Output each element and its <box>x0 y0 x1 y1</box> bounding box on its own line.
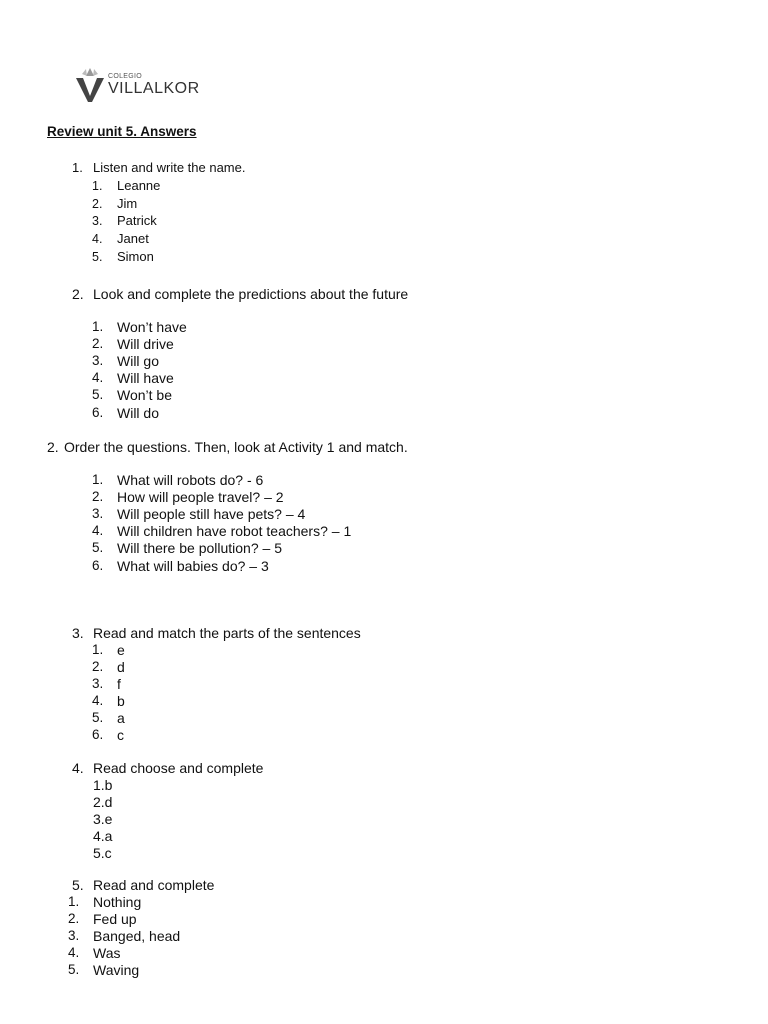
list-item-answer: Patrick <box>117 213 157 229</box>
list-item-number: 3. <box>92 214 103 229</box>
list-item-number: 5. <box>92 249 103 264</box>
list-item-number: 6. <box>92 727 104 742</box>
list-item-answer: Waving <box>93 961 140 978</box>
list-item-number: 4. <box>92 693 104 708</box>
list-item-answer: Fed up <box>93 910 137 927</box>
list-item-number: 2. <box>92 659 104 674</box>
logo-name: VILLALKOR <box>108 80 200 97</box>
list-item-number: 2. <box>68 910 80 926</box>
list-item-number: 1. <box>92 642 104 657</box>
list-item-answer: 2.d <box>93 794 113 810</box>
list-item-answer: Will drive <box>117 336 174 353</box>
page-title: Review unit 5. Answers <box>47 124 197 139</box>
list-item-number: 2. <box>92 489 104 505</box>
list-item-answer: 4.a <box>93 828 113 844</box>
section-heading: Read and complete <box>93 877 215 893</box>
list-item-answer: Jim <box>117 195 138 211</box>
list-item-answer: Will go <box>117 353 160 370</box>
list-item-number: 4. <box>92 523 104 539</box>
list-item-number: 2. <box>92 196 103 211</box>
list-item-answer: Janet <box>117 231 149 247</box>
section-heading: Read and match the parts of the sentences <box>93 625 361 641</box>
list-item-answer: e <box>117 642 125 658</box>
list-item-number: 6. <box>92 557 104 573</box>
section-heading: Read choose and complete <box>93 760 264 776</box>
section-heading: Look and complete the predictions about the future <box>93 286 409 302</box>
list-item-number: 5. <box>68 961 80 977</box>
list-item-answer: Will children have robot teachers? – 1 <box>117 523 352 540</box>
list-item-number: 4. <box>92 370 104 386</box>
list-item-answer: Simon <box>117 248 154 264</box>
list-item-number: 4. <box>92 232 103 247</box>
list-item-number: 5. <box>92 710 104 725</box>
list-item-answer: Won’t have <box>117 319 187 335</box>
list-item-number: 1. <box>92 472 104 487</box>
list-item-answer: Nothing <box>93 894 142 910</box>
list-item-answer: Will do <box>117 404 160 421</box>
list-item-number: 6. <box>92 404 104 420</box>
list-item-answer: c <box>117 727 124 743</box>
logo-small-text: COLEGIO <box>108 73 142 80</box>
list-item-number: 3. <box>92 506 104 522</box>
list-item-answer: Was <box>93 944 121 961</box>
list-item-number: 1. <box>92 319 104 334</box>
section-heading: Order the questions. Then, look at Activity 1 and match. <box>64 439 408 455</box>
list-item-answer: What will robots do? - 6 <box>117 472 264 488</box>
list-item-answer: Will people still have pets? – 4 <box>117 506 306 523</box>
section-number: 3. <box>72 625 84 641</box>
list-item-number: 3. <box>92 676 104 691</box>
list-item-number: 1. <box>92 179 103 193</box>
list-item-number: 3. <box>92 353 104 369</box>
list-item-number: 4. <box>68 944 80 960</box>
list-item-answer: Won’t be <box>117 387 172 404</box>
section-number: 2. <box>72 286 84 302</box>
list-item-answer: Will there be pollution? – 5 <box>117 540 282 557</box>
villalkor-emblem-icon <box>74 66 106 102</box>
list-item-answer: 5.c <box>93 845 112 861</box>
section-number: 2. <box>47 439 59 455</box>
list-item-number: 3. <box>68 927 80 943</box>
section-heading: Listen and write the name. <box>93 160 246 175</box>
list-item-answer: Will have <box>117 370 174 387</box>
section-number: 4. <box>72 760 84 776</box>
list-item-answer: How will people travel? – 2 <box>117 489 284 506</box>
list-item-answer: 3.e <box>93 811 113 827</box>
list-item-number: 2. <box>92 336 104 352</box>
list-item-number: 5. <box>92 387 104 403</box>
school-logo <box>74 66 214 102</box>
section-number: 5. <box>72 877 84 893</box>
list-item-answer: f <box>117 676 121 692</box>
list-item-answer: d <box>117 659 125 675</box>
list-item-number: 5. <box>92 540 104 556</box>
list-item-answer: What will babies do? – 3 <box>117 557 269 574</box>
section-number: 1. <box>72 160 83 175</box>
list-item-answer: a <box>117 710 125 726</box>
list-item-number: 1. <box>68 894 80 909</box>
list-item-answer: 1.b <box>93 777 113 793</box>
list-item-answer: b <box>117 693 125 709</box>
list-item-answer: Banged, head <box>93 927 181 944</box>
list-item-answer: Leanne <box>117 178 161 193</box>
